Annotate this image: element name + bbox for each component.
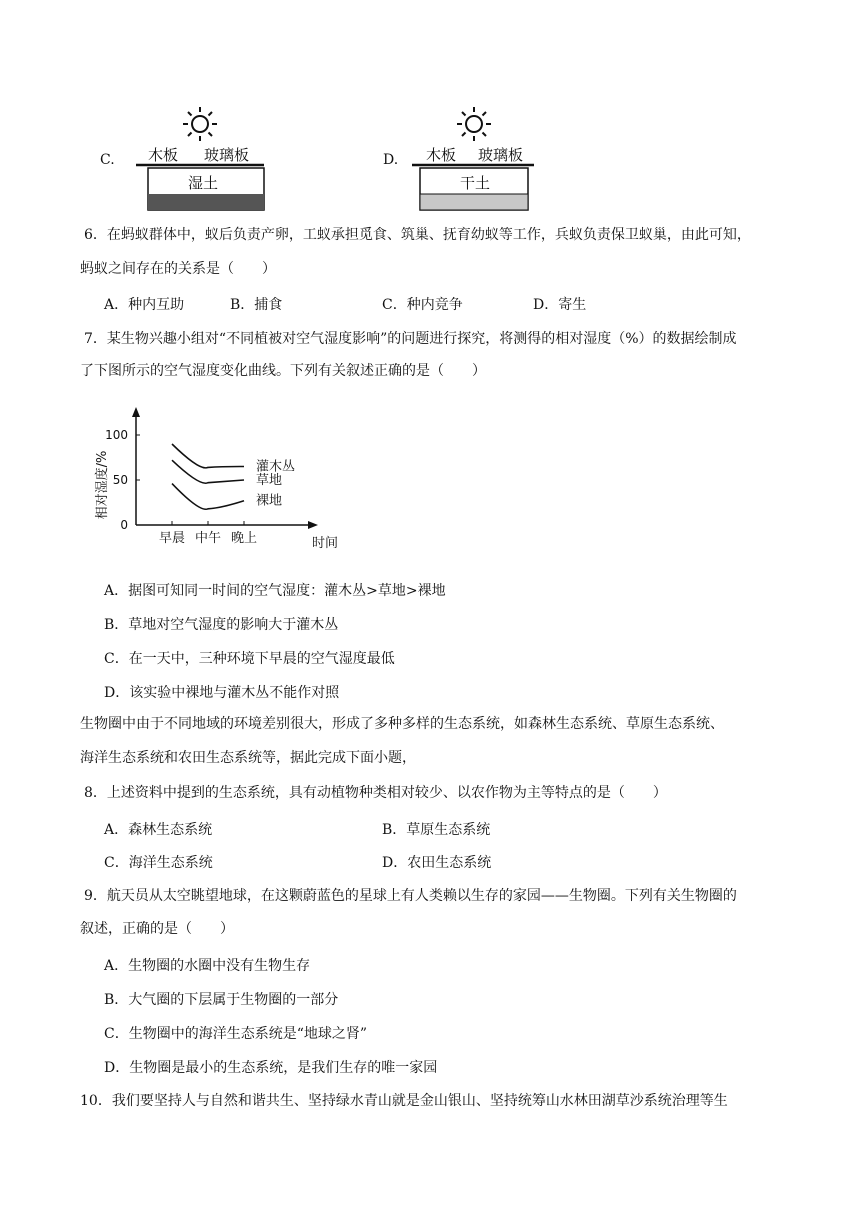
series-line-3 — [172, 484, 244, 510]
q7-option-d[interactable]: D．该实验中裸地与灌木丛不能作对照 — [104, 685, 340, 701]
q9-option-c[interactable]: C．生物圈中的海洋生态系统是“地球之肾” — [104, 1026, 368, 1042]
soil-layer — [420, 194, 528, 210]
q6-option-a[interactable]: A．种内互助 — [104, 297, 185, 313]
y-axis-label: 相对湿度/% — [95, 450, 110, 520]
q6-stem-line1: 6．在蚂蚁群体中，蚁后负责产卵，工蚁承担觅食、筑巢、抚育幼蚁等工作，兵蚁负责保卫蚁巢，由此可知， — [84, 227, 751, 243]
soil-label: 干土 — [460, 174, 491, 192]
y-axis-arrow — [132, 407, 140, 417]
y-tick-label: 0 — [120, 518, 128, 532]
q6-stem-line2: 蚂蚁之间存在的关系是（ ） — [80, 261, 276, 277]
q8-option-b[interactable]: B．草原生态系统 — [382, 822, 491, 838]
material-line1: 生物圈中由于不同地域的环境差别很大，形成了多种多样的生态系统，如森林生态系统、草原生态系统、 — [80, 716, 724, 732]
q9-stem-line2: 叙述，正确的是（ ） — [80, 921, 234, 937]
q7-stem-line2: 了下图所示的空气湿度变化曲线。下列有关叙述正确的是（ ） — [80, 363, 486, 379]
board-label-wood: 木板 — [426, 146, 457, 164]
q9-option-a[interactable]: A．生物圈的水圈中没有生物生存 — [104, 958, 311, 974]
option-c-figure — [128, 102, 278, 214]
q7-option-c[interactable]: C．在一天中，三种环境下早晨的空气湿度最低 — [104, 651, 395, 667]
humidity-chart — [80, 405, 380, 555]
q10-stem-line1: 10．我们要坚持人与自然和谐共生、坚持绿水青山就是金山银山、坚持统筹山水林田湖草沙系统治理等生 — [80, 1093, 728, 1109]
series-label: 灌木丛 — [256, 459, 296, 475]
x-tick-label: 早晨 — [158, 531, 186, 546]
x-tick-label: 晚上 — [230, 531, 258, 546]
q8-stem: 8．上述资料中提到的生态系统，具有动植物种类相对较少、以农作物为主等特点的是（ ） — [84, 785, 667, 801]
q9-stem-line1: 9．航天员从太空眺望地球，在这颗蔚蓝色的星球上有人类赖以生存的家园——生物圈。下列有关生物圈的 — [84, 888, 737, 904]
soil-layer — [148, 194, 264, 210]
series-label: 裸地 — [256, 493, 283, 509]
soil-label: 湿土 — [188, 174, 219, 192]
x-tick-label: 中午 — [194, 531, 222, 546]
board-label-glass: 玻璃板 — [478, 146, 524, 164]
q9-option-d[interactable]: D．生物圈是最小的生态系统，是我们生存的唯一家园 — [104, 1060, 438, 1076]
option-c-letter: C. — [100, 152, 115, 168]
q6-option-d[interactable]: D．寄生 — [533, 297, 587, 313]
sun-icon — [183, 107, 217, 141]
y-tick-label: 100 — [105, 428, 128, 442]
material-line2: 海洋生态系统和农田生态系统等，据此完成下面小题， — [80, 750, 416, 766]
q7-stem-line1: 7．某生物兴趣小组对“不同植被对空气湿度影响”的问题进行探究，将测得的相对湿度（%）的数据绘制成 — [84, 331, 737, 347]
q8-option-d[interactable]: D．农田生态系统 — [382, 855, 492, 871]
q6-option-b[interactable]: B．捕食 — [230, 297, 283, 313]
board-label-wood: 木板 — [148, 146, 179, 164]
q7-option-a[interactable]: A．据图可知同一时间的空气湿度：灌木丛>草地>裸地 — [104, 583, 446, 599]
option-d-letter: D. — [383, 152, 399, 168]
q7-option-b[interactable]: B．草地对空气湿度的影响大于灌木丛 — [104, 617, 339, 633]
q8-option-a[interactable]: A．森林生态系统 — [104, 822, 213, 838]
q9-option-b[interactable]: B．大气圈的下层属于生物圈的一部分 — [104, 992, 339, 1008]
q6-option-c[interactable]: C．种内竞争 — [382, 297, 463, 313]
sun-icon — [457, 107, 491, 141]
option-d-figure — [404, 102, 554, 214]
series-line-2 — [172, 460, 244, 483]
series-label: 草地 — [256, 473, 283, 488]
series-line-1 — [172, 444, 244, 468]
x-axis-arrow — [308, 521, 318, 529]
q8-option-c[interactable]: C．海洋生态系统 — [104, 855, 213, 871]
x-axis-label: 时间 — [312, 536, 339, 551]
board-label-glass: 玻璃板 — [204, 146, 250, 164]
y-tick-label: 50 — [112, 473, 128, 487]
